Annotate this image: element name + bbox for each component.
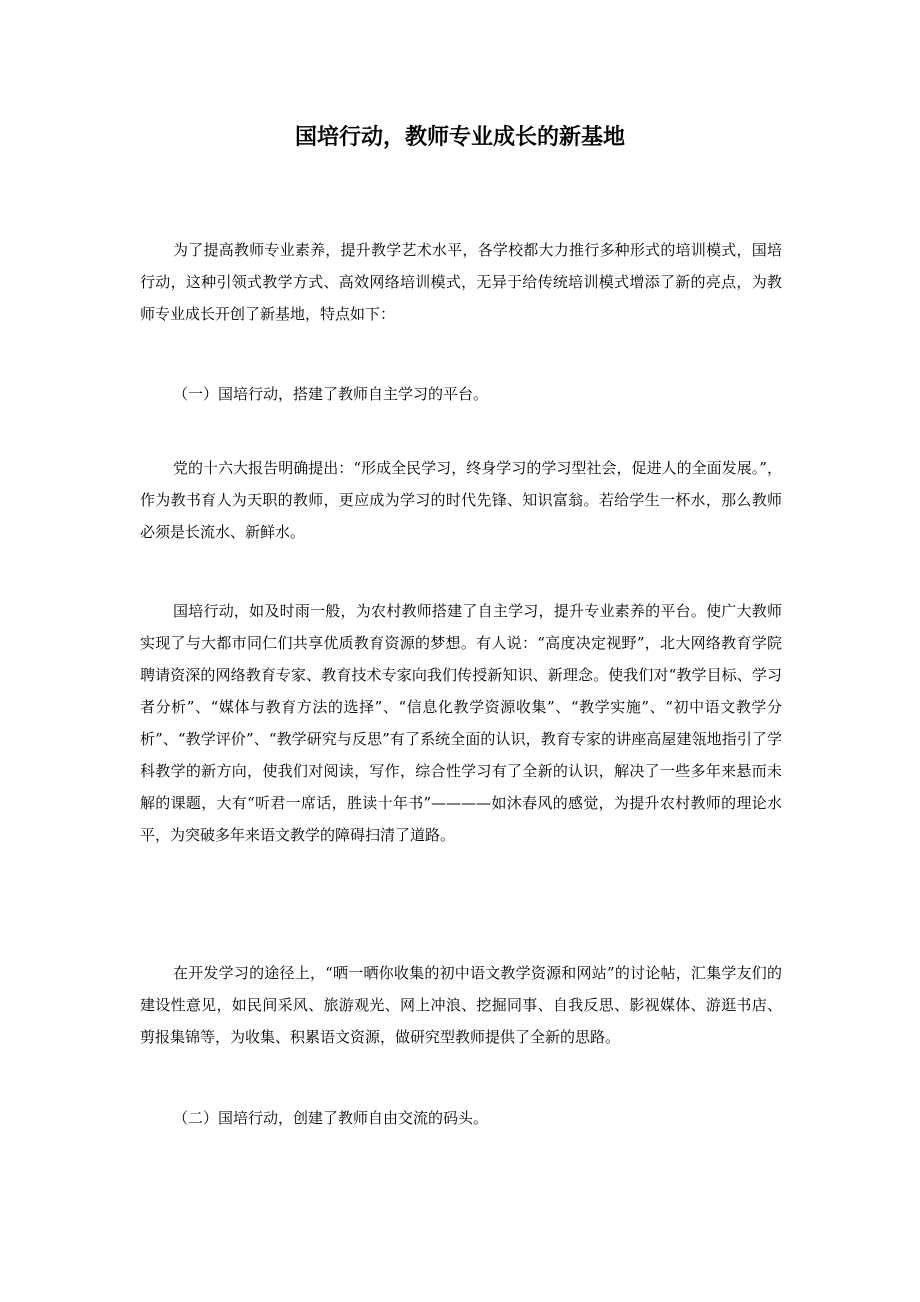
intro-paragraph: 为了提高教师专业素养，提升教学艺术水平，各学校都大力推行多种形式的培训模式，国培行动，这种引领式教学方式、高效网络培训模式，无异于给传统培训模式增添了新的亮点，为教师专业成长开创了新基地，特点如下：	[140, 241, 782, 323]
document-title: 国培行动，教师专业成长的新基地	[294, 124, 625, 150]
body-paragraph-1: 党的十六大报告明确提出：“形成全民学习，终身学习的学习型社会，促进人的全面发展。”，作为教书育人为天职的教师，更应成为学习的时代先锋、知识富翁。若给学生一杯水，那么教师必须是长流水、新鲜水。	[140, 459, 782, 541]
section-heading-1: （一）国培行动，搭建了教师自主学习的平台。	[173, 385, 489, 403]
body-paragraph-2: 国培行动，如及时雨一般，为农村教师搭建了自主学习，提升专业素养的平台。使广大教师实现了与大都市同仁们共享优质教育资源的梦想。有人说：“高度决定视野”，北大网络教育学院聘请资深的网络教育专家、教育技术专家向我们传授新知识、新理念。使我们对“教学目标、学习者分析”、“媒体与教育方法的选择”、“信息化教学资源收集”、“教学实施”、“初中语文教学分析”、“教学评价”、“教学研究与反思”有了系统全面的认识，教育专家的讲座高屋建瓴地指引了学科教学的新方向，使我们对阅读，写作，综合性学习有了全新的认识，解决了一些多年来悬而未解的课题，大有“听君一席话，胜读十年书”————如沐春风的感觉，为提升农村教师的理论水平，为突破多年来语文教学的障碍扫清了道路。	[140, 602, 782, 844]
body-paragraph-3: 在开发学习的途径上，“晒一晒你收集的初中语文教学资源和网站”的讨论帖，汇集学友们的建设性意见，如民间采风、旅游观光、网上冲浪、挖掘同事、自我反思、影视媒体、游逛书店、剪报集锦等，为收集、积累语文资源，做研究型教师提供了全新的思路。	[140, 964, 782, 1046]
section-heading-2: （二）国培行动，创建了教师自由交流的码头。	[173, 1109, 489, 1127]
